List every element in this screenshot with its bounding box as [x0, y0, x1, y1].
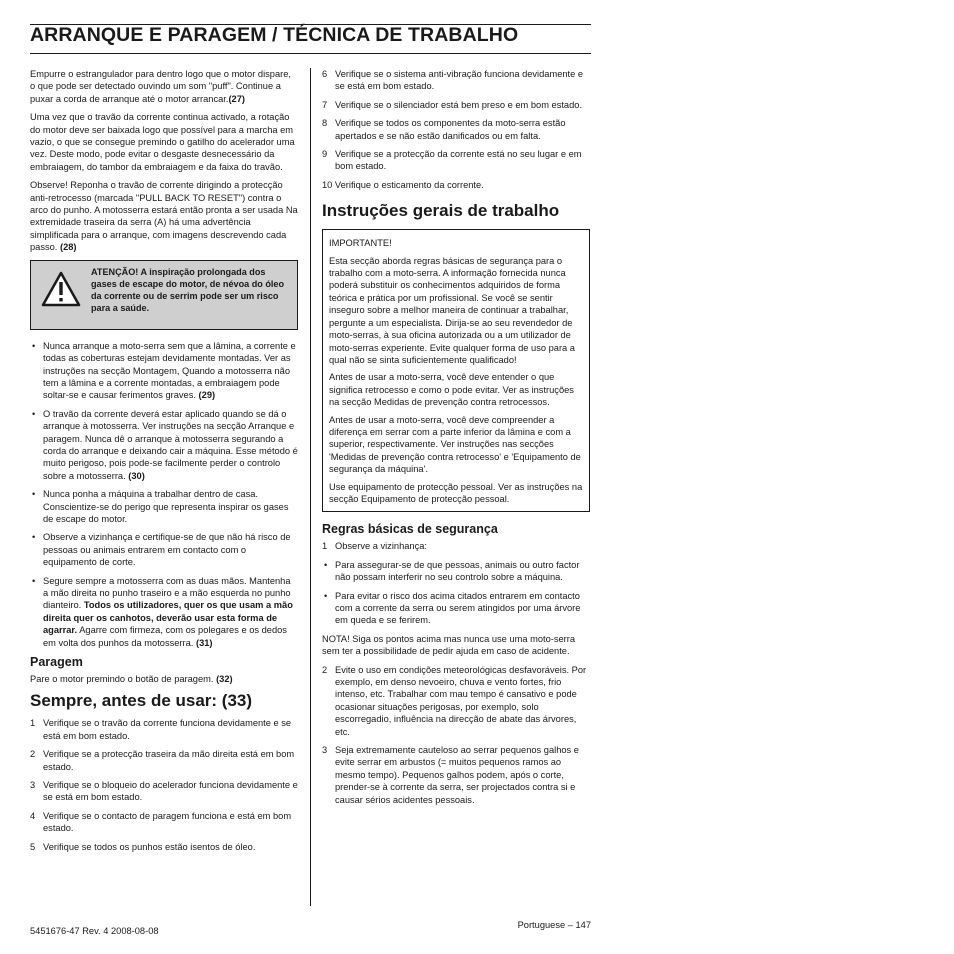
header-bottom-rule — [30, 53, 591, 54]
right-column — [322, 68, 590, 812]
checklist-item-10: 10 Verifique o esticamento da corrente. — [322, 179, 484, 190]
paragraph-paragem: Pare o motor premindo o botão de paragem. (32) — [30, 674, 233, 685]
list-item: • Observe a vizinhança e certifique-se de que não há risco de pessoas ou animais entrarem em contacto com o equipamento de corte. — [32, 532, 291, 568]
warning-triangle-icon — [41, 271, 81, 307]
checklist-item: 8 Verifique se todos os componentes da moto-serra estão apertados e se não estão danificados ou em falta. — [322, 118, 566, 141]
rule-item: 1 Observe a vizinhança: — [322, 541, 427, 552]
important-label: IMPORTANTE! — [329, 238, 392, 249]
paragraph-observe: Observe! Reponha o travão de corrente dirigindo a protecção anti-retrocesso (marcada "PULL BACK TO RESET") contra o arco do punho. A motosserra estará então pronta a ser usada Na extremidade traseira da serra (A) há uma advertência simplificada para o arranque, com imagens descrevendo cada passo. (28) — [30, 180, 298, 253]
paragraph-choke: Empurre o estrangulador para dentro logo que o motor dispare, o que pode ser detectado ouvindo um som "puff". Continue a puxar a corda de arranque até o motor arrancar.(27) — [30, 69, 291, 104]
rule-item: 3 Seja extremamente cauteloso ao serrar pequenos galhos e evite serrar em arbustos (= muitos pequenos ramos ao mesmo tempo). Pequenos galhos podem, após o corte, prender-se à corrente da serra, ser projectados contra si e causar sérios acidentes pessoais. — [322, 745, 579, 805]
paragraph-chain-brake: Uma vez que o travão da corrente continua activado, a rotação do motor deve ser baixada logo que possível para a marcha em vazio, o que se consegue premindo o gatilho do acelerador uma vez. Deste modo, pode evitar o desgaste desnecessário da embraiagem, do tambor da embraiagem e da faixa do travão. — [30, 112, 295, 172]
list-item: • Segure sempre a motosserra com as duas mãos. Mantenha a mão direita no punho traseiro e a mão esquerda no punho dianteiro. Todos os utilizadores, quer os que usam a mão direita quer os canhotos, deverão usar esta forma de agarrar. Agarre com firmeza, com os polegares e os dedos em volta dos punhos da motosserra. (31) — [32, 575, 293, 648]
rule-item: 2 Evite o uso em condições meteorológicas desfavoráveis. Por exemplo, em denso nevoeiro, chuva e vento fortes, frio intenso, etc. Trabalhar com mau tempo é cansativo e pode ocasionar situações perigosas, por exemplo, solo escorregadio, influência na direcção de abate das árvores, etc. — [322, 664, 587, 737]
heading-regras: Regras básicas de segurança — [322, 522, 498, 537]
warning-box — [30, 260, 298, 330]
checklist-item: 3 Verifique se o bloqueio do acelerador funciona devidamente e se está em bom estado. — [30, 780, 298, 803]
page-number: Portuguese – 147 — [517, 920, 591, 930]
important-paragraph: Use equipamento de protecção pessoal. Ver as instruções na secção Equipamento de protecção pessoal. — [329, 481, 583, 504]
paragraph-nota: NOTA! Siga os pontos acima mas nunca use uma moto-serra sem ter a possibilidade de pedir ajuda em caso de acidente. — [322, 633, 576, 657]
important-paragraph: Antes de usar a moto-serra, você deve entender o que significa retrocesso e como o pode evitar. Ver as instruções na secção Medidas de prevenção contra retrocessos. — [329, 372, 574, 408]
list-item: • Nunca arranque a moto-serra sem que a lâmina, a corrente e todas as coberturas estejam devidamente montadas. Ver as instruções na secção Montagem, Quando a motosserra não tem a lâmina e a corrente montadas, a embraiagem pode soltar-se e causar ferimentos graves. (29) — [32, 340, 296, 401]
heading-instrucoes: Instruções gerais de trabalho — [322, 201, 560, 221]
list-item: • O travão da corrente deverá estar aplicado quando se dá o arranque à motosserra. Ver instruções na secção Arranque e paragem. Nunca dê o arranque à motosserra segurando a corda do arranque e deixando cair a máquina. Esse método é muito perigoso, pois pode-se facilmente perder o controlo sobre a motosserra. (30) — [32, 408, 298, 481]
checklist-item: 4 Verifique se o contacto de paragem funciona e está em bom estado. — [30, 810, 292, 834]
left-column — [30, 68, 298, 859]
heading-sempre: Sempre, antes de usar: (33) — [30, 691, 253, 711]
important-paragraph: Antes de usar a moto-serra, você deve compreender a diferença em serrar com a parte inferior da lâmina e com a superior, respectivamente. Ver instruções nas secções 'Medidas de prevenção contra retrocesso' e 'Equipamento de segurança da máquina'. — [329, 414, 581, 475]
checklist-item: 6 Verifique se o sistema anti-vibração funciona devidamente e se está em bom estado. — [322, 69, 584, 92]
checklist-item: 7 Verifique se o silenciador está bem preso e em bom estado. — [322, 99, 583, 110]
page-title: ARRANQUE E PARAGEM / TÉCNICA DE TRABALHO — [30, 24, 519, 46]
heading-paragem: Paragem — [30, 655, 83, 670]
important-paragraph: Esta secção aborda regras básicas de segurança para o trabalho com a moto-serra. A informação fornecida nunca poderá substituir os conhecimentos adquiridos de forma teórica e prática por um profissional. Se você se sentir inseguro sobre a melhor maneira de continuar a trabalhar, pergunte a um especialista. Dirija-se ao seu revendedor de moto-serras, à sua oficina autorizada ou a um utilizador de moto-serras experiente. Evite qualquer forma de uso para a qual não se sinta suficientemente qualificado! — [329, 255, 575, 365]
checklist-item: 2 Verifique se a protecção traseira da mão direita está em bom estado. — [30, 749, 295, 772]
list-item: • Para assegurar-se de que pessoas, animais ou outro factor não possam interferir no seu controlo sobre a máquina. — [324, 559, 580, 583]
document-id: 5451676-47 Rev. 4 2008-08-08 — [30, 926, 159, 936]
checklist-item: 5 Verifique se todos os punhos estão isentos de óleo. — [30, 841, 256, 852]
checklist-item: 1 Verifique se o travão da corrente funciona devidamente e se está em bom estado. — [30, 718, 292, 741]
checklist-item: 9 Verifique se a protecção da corrente está no seu lugar e em bom estado. — [322, 149, 582, 172]
list-item: • Para evitar o risco dos acima citados entrarem em contacto com a corrente da serra ou serem atingidos por uma árvore em queda e se ferirem. — [324, 590, 581, 626]
important-box — [322, 229, 590, 512]
warning-text: ATENÇÃO! A inspiração prolongada dos gases de escape do motor, de névoa do óleo da corrente ou de serrim pode ser um risco para a saúde. — [91, 266, 285, 314]
column-divider — [310, 68, 311, 906]
list-item: • Nunca ponha a máquina a trabalhar dentro de casa. Conscientize-se do perigo que representa inspirar os gases de escape do motor. — [32, 489, 289, 524]
